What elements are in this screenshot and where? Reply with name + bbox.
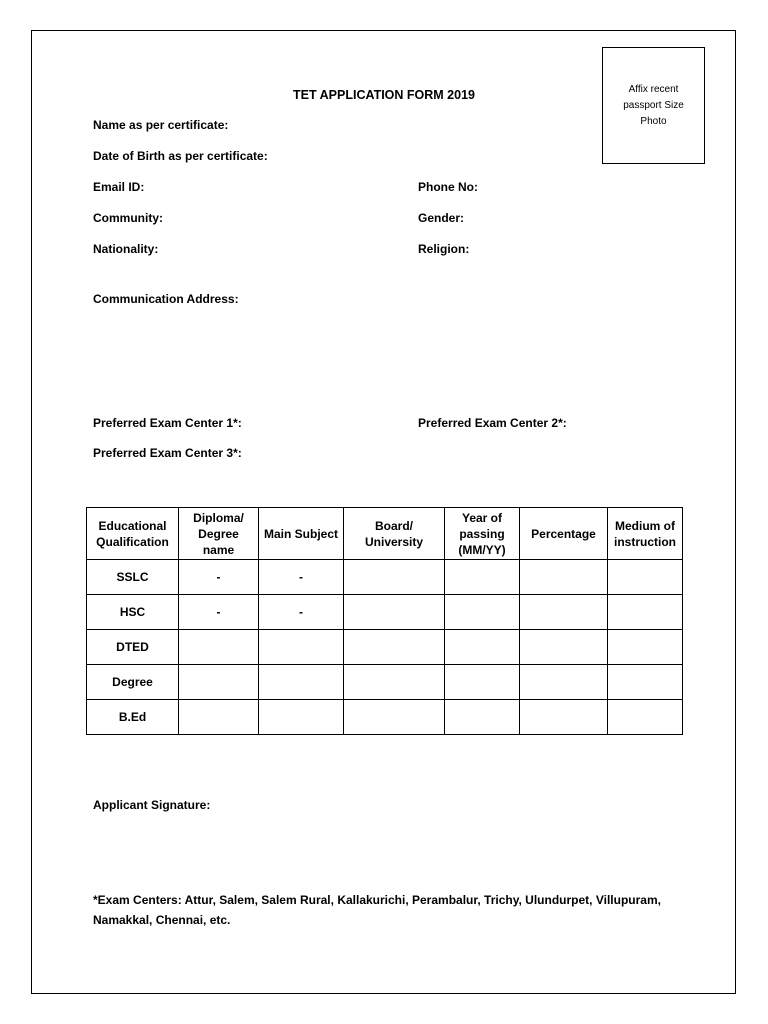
- table-cell: [520, 700, 608, 735]
- table-cell: [179, 630, 259, 665]
- table-cell: HSC: [87, 595, 179, 630]
- address-label: Communication Address:: [93, 292, 239, 306]
- table-cell: [520, 560, 608, 595]
- table-cell: [344, 595, 445, 630]
- table-cell: [259, 630, 344, 665]
- table-row: [87, 595, 683, 630]
- email-label: Email ID:: [93, 180, 145, 194]
- photo-box-line: passport Size: [623, 100, 684, 111]
- exam-center-1-label: Preferred Exam Center 1*:: [93, 416, 242, 430]
- table-cell: [179, 665, 259, 700]
- table-header-cell: Percentage: [520, 508, 608, 560]
- table-header-row: [87, 508, 683, 560]
- table-cell: DTED: [87, 630, 179, 665]
- table-cell: [520, 630, 608, 665]
- photo-box: [602, 47, 705, 164]
- table-cell: [179, 700, 259, 735]
- community-label: Community:: [93, 211, 163, 225]
- table-header-cell: Educational Qualification: [87, 508, 179, 560]
- table-header-cell: Diploma/ Degree name: [179, 508, 259, 560]
- table-row: [87, 665, 683, 700]
- table-cell: [608, 630, 683, 665]
- table-cell: [520, 665, 608, 700]
- nationality-label: Nationality:: [93, 242, 159, 256]
- table-cell: [445, 560, 520, 595]
- exam-centers-footnote: *Exam Centers: Attur, Salem, Salem Rural, Kallakurichi, Perambalur, Trichy, Ulundurpet, Villupuram, Namakkal, Chennai, etc.: [93, 893, 661, 927]
- table-cell: [608, 595, 683, 630]
- table-cell: [445, 700, 520, 735]
- gender-label: Gender:: [418, 211, 465, 225]
- table-cell: [520, 595, 608, 630]
- table-header-cell: Year of passing (MM/YY): [445, 508, 520, 560]
- table-cell: -: [179, 560, 259, 595]
- table-cell: [445, 595, 520, 630]
- table-cell: -: [179, 595, 259, 630]
- table-header-cell: Board/ University: [344, 508, 445, 560]
- table-cell: -: [259, 560, 344, 595]
- table-header-cell: Medium of instruction: [608, 508, 683, 560]
- table-cell: [344, 630, 445, 665]
- table-cell: [344, 665, 445, 700]
- table-row: [87, 630, 683, 665]
- table-row: [87, 560, 683, 595]
- dob-label: Date of Birth as per certificate:: [93, 149, 268, 163]
- photo-box-line: Photo: [640, 116, 667, 127]
- table-cell: [608, 700, 683, 735]
- table-header-cell: Main Subject: [259, 508, 344, 560]
- religion-label: Religion:: [418, 242, 470, 256]
- table-cell: [344, 700, 445, 735]
- table-cell: -: [259, 595, 344, 630]
- exam-center-3-label: Preferred Exam Center 3*:: [93, 446, 242, 460]
- qualification-table: [86, 507, 683, 735]
- table-cell: [344, 560, 445, 595]
- phone-label: Phone No:: [418, 180, 478, 194]
- photo-box-line: Affix recent: [628, 84, 679, 95]
- table-cell: [259, 665, 344, 700]
- signature-label: Applicant Signature:: [93, 798, 211, 812]
- table-cell: [445, 630, 520, 665]
- form-title: TET APPLICATION FORM 2019: [293, 88, 475, 102]
- table-row: [87, 700, 683, 735]
- table-cell: [259, 700, 344, 735]
- table-cell: [608, 560, 683, 595]
- name-label: Name as per certificate:: [93, 118, 229, 132]
- table-cell: [608, 665, 683, 700]
- table-cell: B.Ed: [87, 700, 179, 735]
- table-cell: SSLC: [87, 560, 179, 595]
- table-cell: [445, 665, 520, 700]
- table-cell: Degree: [87, 665, 179, 700]
- exam-center-2-label: Preferred Exam Center 2*:: [418, 416, 567, 430]
